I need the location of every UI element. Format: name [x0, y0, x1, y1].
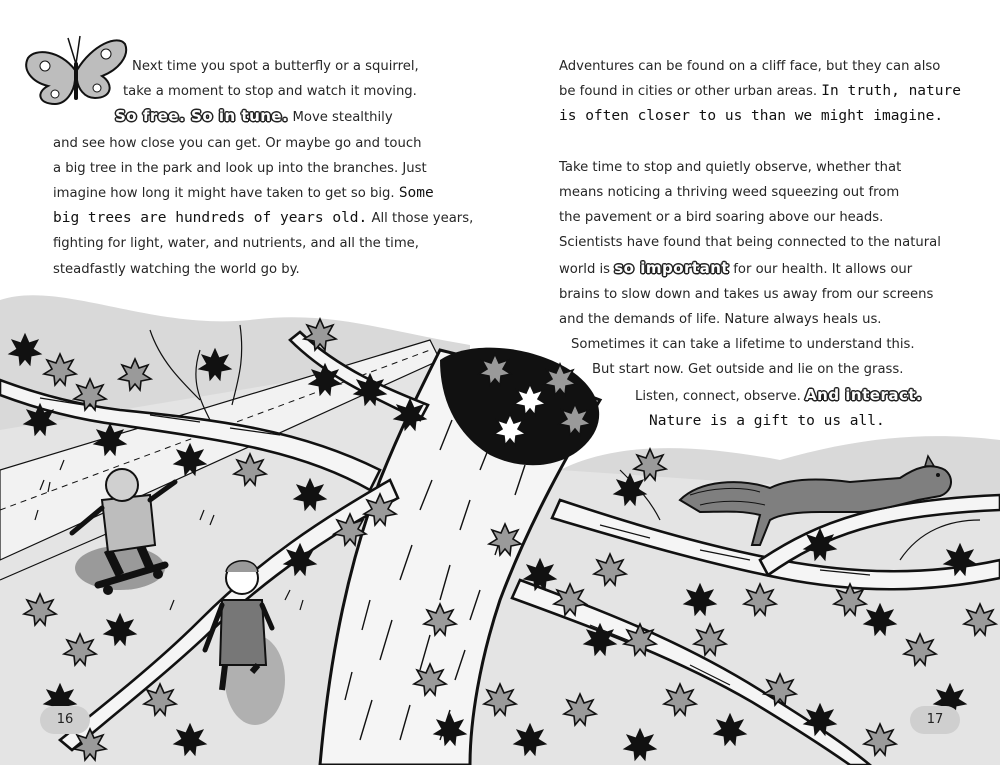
text-line: brains to slow down and takes us away from our screens [559, 286, 934, 302]
left-page-text [53, 54, 474, 282]
text-line: Listen, connect, observe. And interact. [635, 385, 923, 404]
text-line: be found in cities or other urban areas. In truth, nature [559, 83, 961, 100]
highlight-and-interact: And interact. [805, 385, 923, 404]
page-number-right: 17 [910, 706, 960, 734]
text-line: Scientists have found that being connected to the natural [559, 235, 941, 251]
text-line: big trees are hundreds of years old. All those years, [53, 210, 474, 227]
text-line: Next time you spot a butterfly or a squirrel, [132, 59, 419, 74]
hand-closer: is often closer to us than we might imagine. [559, 108, 944, 125]
text-line: steadfastly watching the world go by. [53, 261, 300, 277]
text-line: world is so important for our health. It allows our [559, 258, 913, 277]
text-line: a big tree in the park and look up into the branches. Just [53, 160, 427, 176]
text-line: But start now. Get outside and lie on the grass. [592, 362, 904, 378]
text-line: fighting for light, water, and nutrients, and all the time, [53, 236, 419, 252]
text-line: means noticing a thriving weed squeezing out from [559, 185, 900, 201]
text-line [559, 104, 989, 129]
text-line: imagine how long it might have taken to get so big. Some [53, 185, 434, 202]
hand-some: Some [398, 185, 434, 202]
text-line: the pavement or a bird soaring above our heads. [559, 210, 884, 226]
text-line: and the demands of life. Nature always heals us. [559, 312, 882, 328]
hand-big-trees: big trees are hundreds of years old. [53, 210, 368, 227]
text-line [559, 409, 989, 434]
text-line: and see how close you can get. Or maybe go and touch [53, 135, 422, 151]
text-line: So free. So in tune. Move stealthily [115, 107, 393, 126]
page-number-left: 16 [40, 706, 90, 734]
right-page-text [559, 54, 989, 434]
hand-in-truth: In truth, nature [821, 83, 961, 100]
text-line: Adventures can be found on a cliff face, but they can also [559, 59, 941, 74]
hand-gift: Nature is a gift to us all. [649, 412, 885, 429]
text-line: Take time to stop and quietly observe, whether that [559, 159, 902, 175]
highlight-so-free: So free. So in tune. [115, 107, 289, 126]
text-line: take a moment to stop and watch it moving. [123, 84, 417, 100]
highlight-so-important: so important [614, 258, 730, 277]
text-line: Sometimes it can take a lifetime to understand this. [571, 337, 915, 353]
